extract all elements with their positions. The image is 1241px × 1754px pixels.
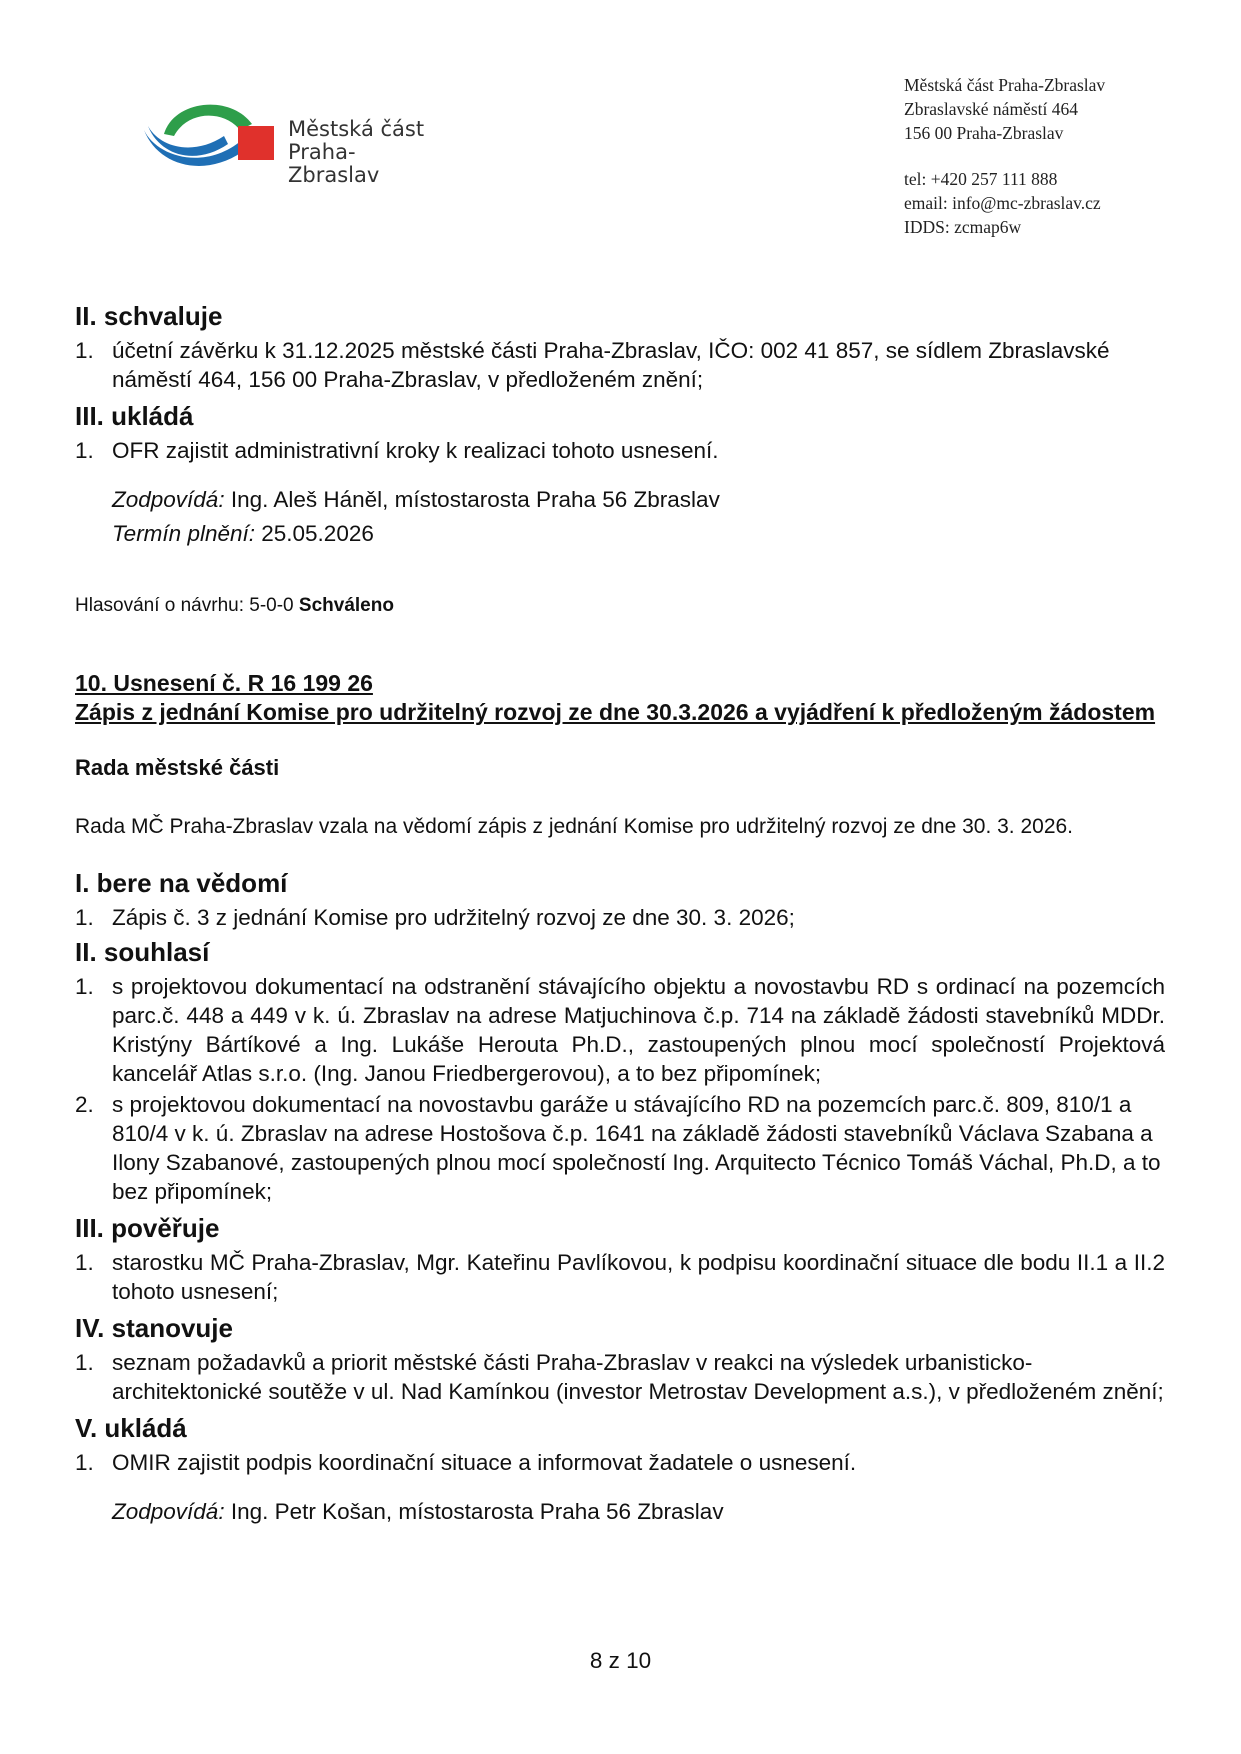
responsible-value: Ing. Aleš Háněl, místostarosta Praha 56 Zbraslav <box>224 487 720 512</box>
logo-mark-icon <box>144 96 276 166</box>
list-text: účetní závěrku k 31.12.2025 městské části Praha-Zbraslav, IČO: 002 41 857, se sídlem Zbraslavské náměstí 464, 156 00 Praha-Zbraslav, v předloženém znění; <box>112 338 1110 392</box>
responsible-label: Zodpovídá: <box>112 1499 225 1524</box>
responsible-value: Ing. Petr Košan, místostarosta Praha 56 Zbraslav <box>224 1499 724 1524</box>
council-heading: Rada městské části <box>75 755 280 780</box>
contact-email: email: info@mc-zbraslav.cz <box>904 193 1101 213</box>
list-text: s projektovou dokumentací na odstranění stávajícího objektu a novostavbu RD s ordinací na pozemcích parc.č. 448 a 449 v k. ú. Zbraslav na adrese Matjuchinova č.p. 714 na základě žádosti stavebníků MDDr. Kristýny Bártíkové a Ing. Lukáše Herouta Ph.D., zastoupených plnou mocí společností Projektová kancelář Atlas s.r.o. (Ing. Janou Friedbergerovou), a to bez připomínek; <box>112 974 1165 1086</box>
address-block <box>904 73 1105 239</box>
logo-wordmark <box>288 118 444 187</box>
section-heading: IV. stanovuje <box>75 1313 233 1343</box>
deadline-value: 25.05.2026 <box>255 521 374 546</box>
resolution-title <box>75 669 1165 727</box>
list-number: 1. <box>75 1350 94 1375</box>
list-number: 2. <box>75 1092 94 1117</box>
list-item <box>75 1090 1165 1206</box>
address-line: 156 00 Praha-Zbraslav <box>904 123 1064 143</box>
list-number: 1. <box>75 974 94 999</box>
responsible-line <box>75 1495 1165 1529</box>
intro-text: Rada MČ Praha-Zbraslav vzala na vědomí zápis z jednání Komise pro udržitelný rozvoj ze dne 30. 3. 2026. <box>75 815 1074 838</box>
resolution-number: 10. Usnesení č. R 16 199 26 <box>75 670 373 696</box>
list-text: s projektovou dokumentací na novostavbu garáže u stávajícího RD na pozemcích parc.č. 809, 810/1 a 810/4 v k. ú. Zbraslav na adrese Hostošova č.p. 1641 na základě žádosti stavebníků Václava Szabana a Ilony Szabanové, zastoupených plnou mocí společností Ing. Arquitecto Técnico Tomáš Váchal, Ph.D, a to bez připomínek; <box>112 1092 1161 1204</box>
vote-result: Schváleno <box>298 595 394 616</box>
section-heading: III. pověřuje <box>75 1213 220 1243</box>
list-item <box>75 436 1165 465</box>
deadline-label: Termín plnění: <box>112 521 255 546</box>
logo-line-2: Praha-Zbraslav <box>288 140 380 187</box>
contact-idds: IDDS: zcmap6w <box>904 217 1022 237</box>
municipality-logo <box>144 96 444 187</box>
list-number: 1. <box>75 1250 94 1275</box>
section-heading: V. ukládá <box>75 1413 187 1443</box>
list-item <box>75 972 1165 1088</box>
list-text: OMIR zajistit podpis koordinační situace a informovat žadatele o usnesení. <box>112 1450 857 1475</box>
list-item <box>75 903 1165 932</box>
deadline-line <box>75 517 1165 551</box>
section-heading: I. bere na vědomí <box>75 868 288 898</box>
responsible-label: Zodpovídá: <box>112 487 225 512</box>
contact-phone: tel: +420 257 111 888 <box>904 169 1058 189</box>
vote-label: Hlasování o návrhu: 5-0-0 <box>75 595 299 616</box>
list-text: starostku MČ Praha-Zbraslav, Mgr. Kateřinu Pavlíkovou, k podpisu koordinační situace dle bodu II.1 a II.2 tohoto usnesení; <box>112 1250 1165 1304</box>
list-number: 1. <box>75 338 94 363</box>
list-item <box>75 1448 1165 1477</box>
list-text: seznam požadavků a priorit městské části Praha-Zbraslav v reakci na výsledek urbanisticko-architektonické soutěže v ul. Nad Kamínkou (investor Metrostav Development a.s.), v předloženém znění; <box>112 1350 1164 1404</box>
responsible-line <box>75 483 1165 517</box>
section-heading: III. ukládá <box>75 401 194 431</box>
page-number: 8 z 10 <box>589 1648 652 1673</box>
list-number: 1. <box>75 905 94 930</box>
section-heading: II. schvaluje <box>75 301 223 331</box>
section-heading: II. souhlasí <box>75 937 210 967</box>
address-line: Zbraslavské náměstí 464 <box>904 99 1078 119</box>
vote-line <box>75 593 1165 619</box>
list-item <box>75 1348 1165 1406</box>
address-line: Městská část Praha-Zbraslav <box>904 75 1106 95</box>
list-item <box>75 336 1165 394</box>
list-text: OFR zajistit administrativní kroky k realizaci tohoto usnesení. <box>112 438 719 463</box>
list-text: Zápis č. 3 z jednání Komise pro udržitelný rozvoj ze dne 30. 3. 2026; <box>112 905 795 930</box>
document-body <box>75 298 1165 1529</box>
logo-line-1: Městská část <box>288 117 425 141</box>
resolution-subject: Zápis z jednání Komise pro udržitelný rozvoj ze dne 30.3.2026 a vyjádření k předloženým žádostem <box>75 699 1156 725</box>
list-number: 1. <box>75 1450 94 1475</box>
list-number: 1. <box>75 438 94 463</box>
list-item <box>75 1248 1165 1306</box>
